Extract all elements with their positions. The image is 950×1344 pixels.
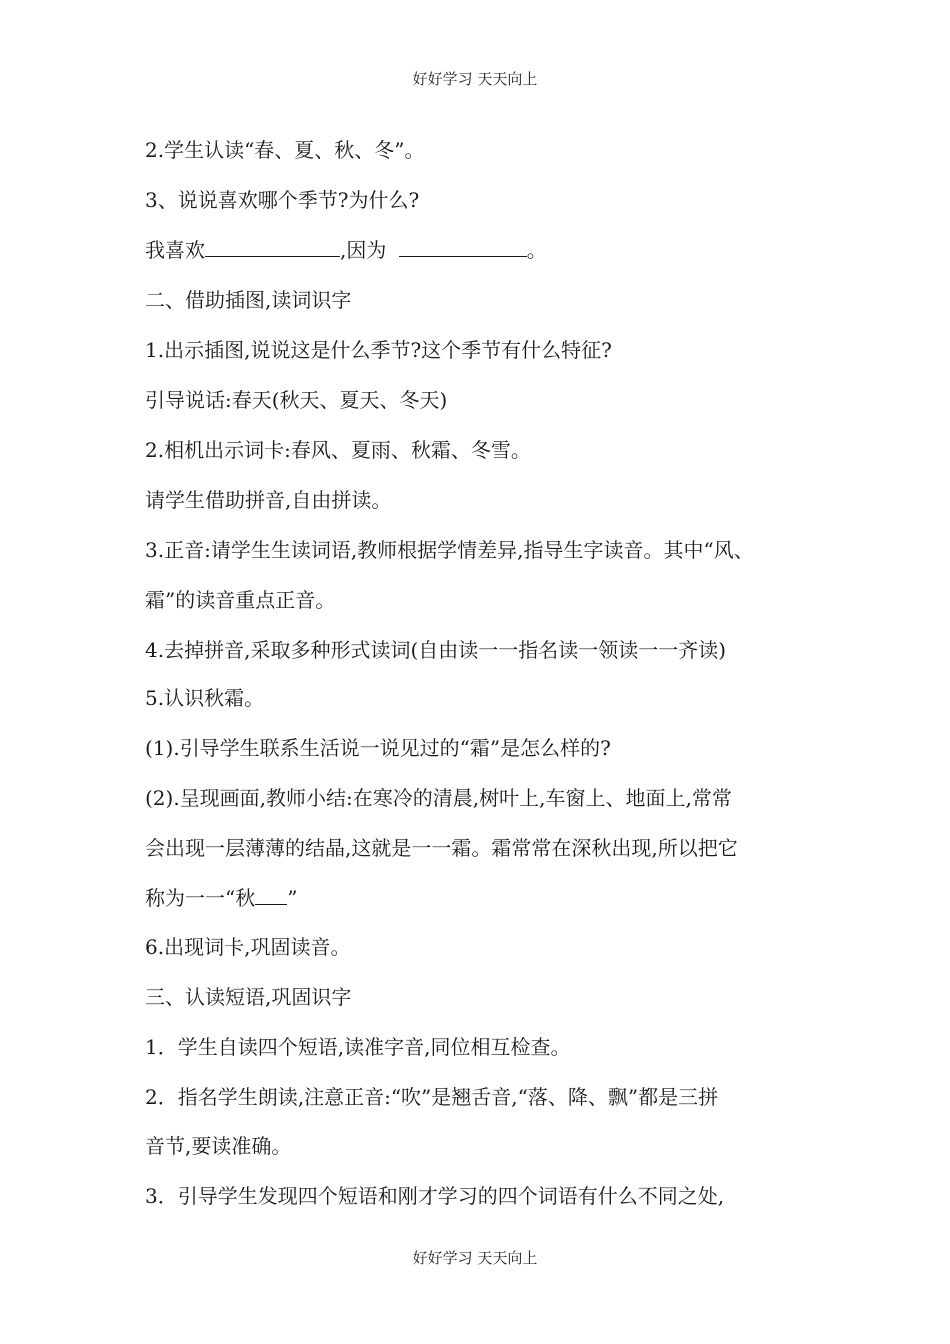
text-line: 4.去掉拼音,采取多种形式读词(自由读一一指名读一领读一一齐读) bbox=[145, 638, 727, 662]
text-line: 3.正音:请学生生读词语,教师根据学情差异,指导生字读音。其中“风、 bbox=[145, 538, 754, 562]
text-line: (1).引导学生联系生活说一说见过的“霜”是怎么样的? bbox=[145, 736, 611, 760]
page-footer: 好好学习 天天向上 bbox=[412, 1249, 538, 1267]
text-line: 请学生借助拼音,自由拼读。 bbox=[145, 488, 392, 512]
text-line: 3、说说喜欢哪个季节?为什么? bbox=[145, 188, 420, 212]
text-line: 1.出示插图,说说这是什么季节?这个季节有什么特征? bbox=[145, 338, 612, 362]
text-line: 2.相机出示词卡:春风、夏雨、秋霜、冬雪。 bbox=[145, 438, 531, 462]
text-line: 1．学生自读四个短语,读准字音,同位相互检查。 bbox=[145, 1035, 571, 1059]
fill-in-line bbox=[145, 238, 547, 262]
fill-in-line bbox=[145, 886, 297, 910]
text-line: 引导说话:春天(秋天、夏天、冬天) bbox=[145, 388, 448, 412]
text-segment: ,因为 bbox=[340, 238, 393, 262]
text-segment: 称为一一“秋 bbox=[145, 886, 256, 910]
text-line: 6.出现词卡,巩固读音。 bbox=[145, 935, 351, 959]
text-line: 2.学生认读“春、夏、秋、冬”。 bbox=[145, 138, 425, 162]
page-header: 好好学习 天天向上 bbox=[412, 70, 538, 88]
answer-blank bbox=[205, 238, 340, 257]
answer-blank bbox=[255, 886, 287, 905]
text-line: 5.认识秋霜。 bbox=[145, 686, 265, 710]
section-heading: 三、认读短语,巩固识字 bbox=[145, 985, 352, 1009]
text-segment: ” bbox=[287, 886, 298, 910]
section-heading: 二、借助插图,读词识字 bbox=[145, 288, 352, 312]
text-line: 霜”的读音重点正音。 bbox=[145, 588, 336, 612]
text-line: (2).呈现画面,教师小结:在寒冷的清晨,树叶上,车窗上、地面上,常常 bbox=[145, 786, 732, 810]
text-line: 3．引导学生发现四个短语和刚才学习的四个词语有什么不同之处, bbox=[145, 1184, 725, 1208]
text-line: 音节,要读准确。 bbox=[145, 1134, 292, 1158]
answer-blank bbox=[399, 238, 527, 257]
text-segment: 。 bbox=[526, 238, 547, 262]
text-line: 2．指名学生朗读,注意正音:“吹”是翘舌音,“落、降、飘”都是三拼 bbox=[145, 1085, 719, 1109]
text-segment: 我喜欢 bbox=[145, 238, 205, 262]
text-line: 会出现一层薄薄的结晶,这就是一一霜。霜常常在深秋出现,所以把它 bbox=[145, 836, 738, 860]
